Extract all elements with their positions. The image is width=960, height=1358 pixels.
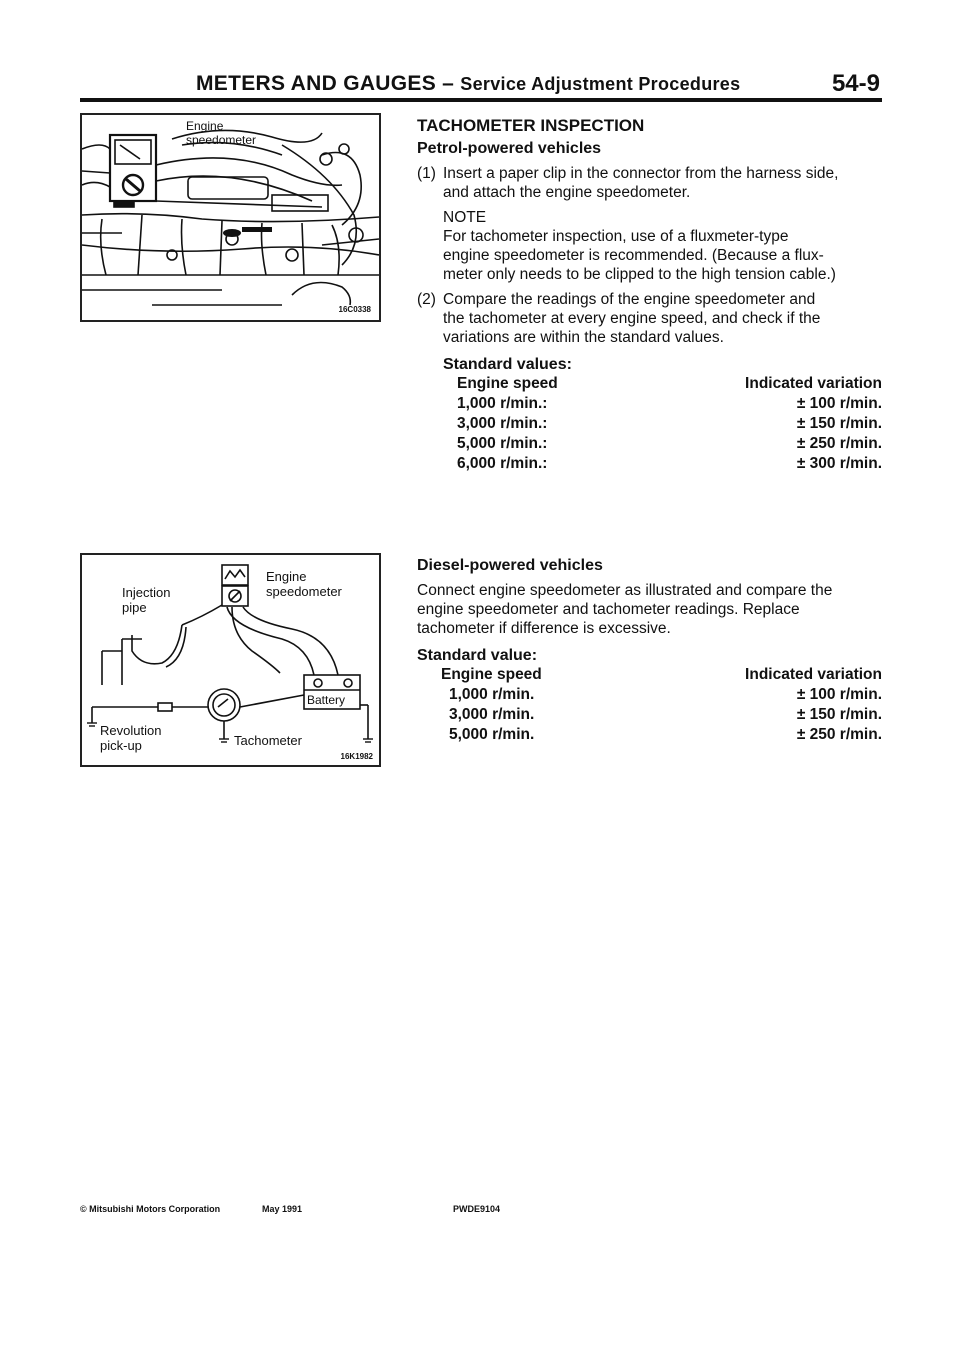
spec-row — [417, 394, 882, 414]
figure2-label-injection: Injection — [122, 585, 171, 600]
figure-diesel-diagram — [80, 553, 381, 767]
header-subtitle: Service Adjustment Procedures — [460, 74, 741, 94]
page-header-title — [196, 72, 740, 96]
spec-col-variation: Indicated variation — [745, 375, 882, 392]
spec-speed: 3,000 r/min. — [449, 706, 535, 723]
footer-date: May 1991 — [262, 1204, 303, 1214]
step-1-number: (1) — [417, 165, 436, 182]
spec-header-row — [417, 665, 882, 685]
header-rule — [80, 98, 882, 102]
diesel-line2: engine speedometer and tachometer readings. Replace — [417, 601, 800, 618]
page-number: 54-9 — [831, 70, 880, 97]
figure2-label-tachometer: Tachometer — [234, 733, 302, 748]
step-1-line1: Insert a paper clip in the connector from the harness side, — [443, 165, 839, 182]
diesel-subtitle: Diesel-powered vehicles — [417, 557, 603, 574]
spec-speed: 3,000 r/min.: — [457, 415, 548, 432]
spec-variation: ± 100 r/min. — [796, 395, 882, 412]
figure2-label-pickup: pick-up — [100, 738, 142, 753]
footer-copyright: © Mitsubishi Motors Corporation — [80, 1204, 221, 1214]
spec-row — [417, 725, 882, 745]
step-2 — [417, 290, 882, 309]
section-title: TACHOMETER INSPECTION — [417, 116, 645, 135]
spec-row — [417, 685, 882, 705]
standard-value-label: Standard value: — [417, 647, 538, 664]
spec-col-speed: Engine speed — [457, 375, 558, 392]
figure2-label-pipe: pipe — [122, 600, 147, 615]
figure1-code: 16C0338 — [338, 305, 371, 314]
note-line1: For tachometer inspection, use of a fluxmeter-type — [443, 228, 789, 245]
diesel-line3: tachometer if difference is excessive. — [417, 620, 671, 637]
petrol-subtitle: Petrol-powered vehicles — [417, 140, 602, 157]
spec-variation: ± 100 r/min. — [796, 686, 882, 703]
step-1 — [417, 164, 882, 183]
spec-speed: 5,000 r/min.: — [457, 435, 548, 452]
spec-variation: ± 300 r/min. — [796, 455, 882, 472]
spec-speed: 6,000 r/min.: — [457, 455, 548, 472]
figure1-label-engine: Engine — [186, 119, 224, 133]
spec-variation: ± 150 r/min. — [796, 415, 882, 432]
step-2-line3: variations are within the standard values. — [443, 329, 724, 346]
note-line2: engine speedometer is recommended. (Because a flux- — [443, 247, 824, 264]
spec-row — [417, 434, 882, 454]
standard-values-label: Standard values: — [443, 356, 572, 373]
spec-variation: ± 150 r/min. — [796, 706, 882, 723]
step-2-number: (2) — [417, 291, 436, 308]
spec-speed: 1,000 r/min. — [449, 686, 535, 703]
diesel-line1: Connect engine speedometer as illustrated and compare the — [417, 582, 833, 599]
figure1-label-speedometer: speedometer — [186, 133, 257, 147]
figure2-label-speedometer: speedometer — [266, 584, 342, 599]
spec-col-variation: Indicated variation — [745, 666, 882, 683]
footer-code: PWDE9104 — [453, 1204, 501, 1214]
figure2-label-revolution: Revolution — [100, 723, 162, 738]
note-label: NOTE — [443, 209, 487, 226]
section-diesel — [417, 556, 882, 745]
spec-variation: ± 250 r/min. — [796, 435, 882, 452]
spec-row — [417, 454, 882, 474]
header-dash: – — [442, 72, 455, 95]
spec-variation: ± 250 r/min. — [796, 726, 882, 743]
spec-speed: 1,000 r/min.: — [457, 395, 548, 412]
figure2-label-engine: Engine — [266, 569, 307, 584]
figure-engine-speedometer — [80, 113, 381, 322]
figure2-label-battery: Battery — [307, 693, 346, 707]
step-2-line2: the tachometer at every engine speed, and check if the — [443, 310, 821, 327]
step-1-line2: and attach the engine speedometer. — [443, 184, 691, 201]
figure2-code: 16K1982 — [340, 752, 373, 761]
header-title: METERS AND GAUGES — [196, 72, 437, 95]
step-2-line1: Compare the readings of the engine speedometer and — [443, 291, 816, 308]
spec-col-speed: Engine speed — [441, 666, 542, 683]
spec-row — [417, 705, 882, 725]
spec-row — [417, 414, 882, 434]
spec-speed: 5,000 r/min. — [449, 726, 535, 743]
section-petrol — [417, 116, 882, 474]
note-line3: meter only needs to be clipped to the high tension cable.) — [443, 266, 836, 283]
spec-header-row — [417, 374, 882, 394]
